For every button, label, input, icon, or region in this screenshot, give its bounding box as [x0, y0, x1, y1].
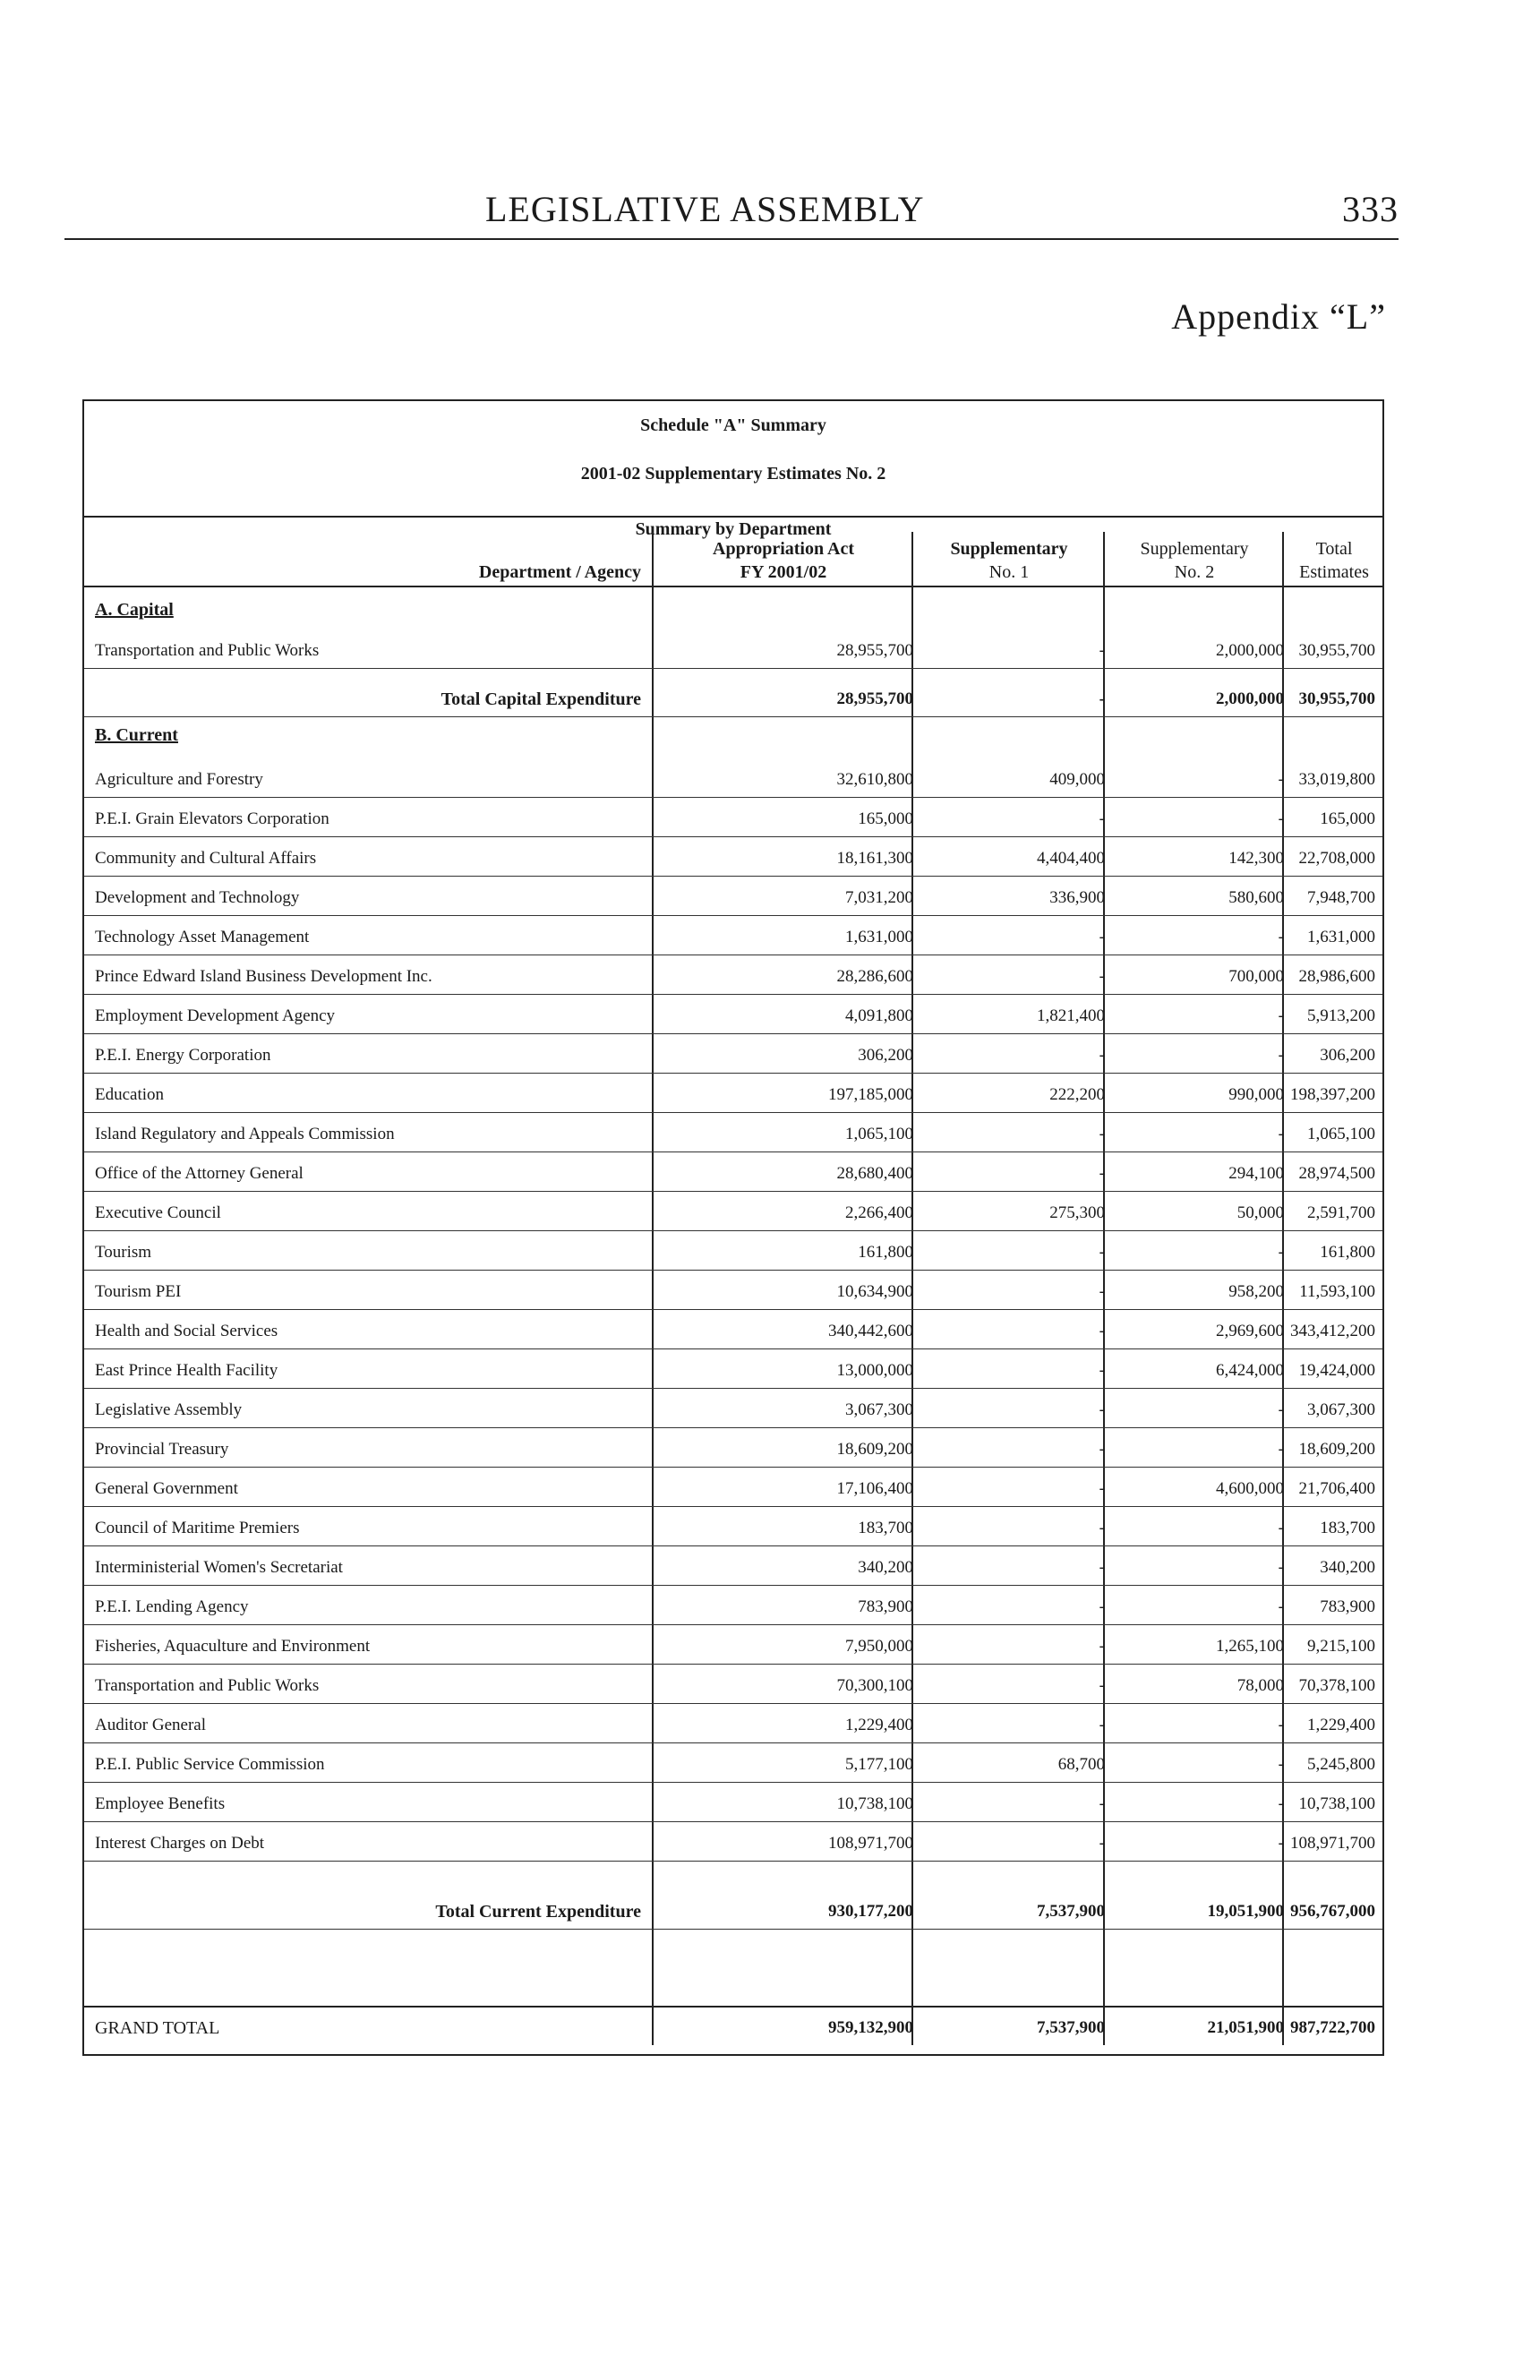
supplementary-2-value: 4,600,000	[1216, 1479, 1284, 1498]
section-heading-current: B. Current	[95, 725, 178, 745]
table-row	[84, 1665, 1382, 1704]
appropriation-value: 183,700	[858, 1519, 913, 1537]
supplementary-1-value: -	[1099, 967, 1105, 986]
appropriation-value: 340,200	[858, 1558, 913, 1577]
column-header-appropriation: Appropriation Act FY 2001/02	[713, 539, 854, 582]
department-name: Transportation and Public Works	[95, 641, 320, 660]
department-name: Fisheries, Aquaculture and Environment	[95, 1637, 371, 1656]
department-name: Development and Technology	[95, 888, 300, 907]
supplementary-1-value: -	[1099, 641, 1105, 660]
appropriation-value: 306,200	[858, 1046, 913, 1065]
total-estimates-value: 28,986,600	[1298, 967, 1375, 986]
supplementary-2-value: 700,000	[1228, 967, 1284, 986]
appropriation-value: 28,286,600	[836, 967, 913, 986]
supplementary-2-value: -	[1278, 1834, 1284, 1853]
table-row	[84, 1429, 1382, 1468]
department-name: Agriculture and Forestry	[95, 770, 263, 789]
total-estimates-value: 2,591,700	[1307, 1203, 1375, 1222]
appropriation-value: 5,177,100	[845, 1755, 913, 1774]
supplementary-1-value: 336,900	[1049, 888, 1105, 907]
total-estimates-value: 11,593,100	[1299, 1282, 1375, 1301]
department-name: Tourism PEI	[95, 1282, 182, 1301]
total-estimates-value: 783,900	[1320, 1597, 1375, 1616]
supplementary-2-value: -	[1278, 1597, 1284, 1616]
supplementary-1-value: -	[1099, 1519, 1105, 1537]
supplementary-2-value: -	[1278, 1125, 1284, 1143]
supplementary-1-value: -	[1099, 1440, 1105, 1459]
appropriation-value: 18,609,200	[836, 1440, 913, 1459]
supplementary-2-value: -	[1278, 1243, 1284, 1262]
supplementary-2-value: -	[1278, 1006, 1284, 1025]
table-row	[84, 1784, 1382, 1822]
total-estimates-value: 22,708,000	[1298, 849, 1375, 868]
appropriation-value: 17,106,400	[836, 1479, 913, 1498]
total-estimates-value: 3,067,300	[1307, 1400, 1375, 1419]
supplementary-1-value: -	[1099, 1637, 1105, 1656]
supplementary-1-value: -	[1099, 1834, 1105, 1853]
total-estimates-value: 306,200	[1320, 1046, 1375, 1065]
total-estimates-value: 1,631,000	[1307, 928, 1375, 946]
total-estimates-value: 21,706,400	[1298, 1479, 1375, 1498]
supplementary-1-value: -	[1099, 1046, 1105, 1065]
table-row	[84, 1547, 1382, 1586]
header-rule	[84, 516, 1382, 518]
appropriation-value: 197,185,000	[828, 1085, 913, 1104]
table-row	[84, 917, 1382, 955]
supplementary-1-value: -	[1099, 1361, 1105, 1380]
supplementary-1-value: -	[1099, 1558, 1105, 1577]
total-estimates-value: 5,913,200	[1307, 1006, 1375, 1025]
total-estimates-value: 343,412,200	[1290, 1322, 1375, 1340]
department-name: Provincial Treasury	[95, 1440, 229, 1459]
table-row	[84, 956, 1382, 995]
supplementary-2-value: -	[1278, 928, 1284, 946]
total-estimates-value: 1,229,400	[1307, 1716, 1375, 1734]
total-appropriation: 930,177,200	[828, 1902, 913, 1921]
table-row	[84, 630, 1382, 669]
total-estimates-value: 340,200	[1320, 1558, 1375, 1577]
column-header-department: Department / Agency	[478, 562, 641, 582]
department-name: Executive Council	[95, 1203, 221, 1222]
department-name: Tourism	[95, 1243, 152, 1262]
department-name: Community and Cultural Affairs	[95, 849, 317, 868]
appropriation-value: 28,955,700	[836, 641, 913, 660]
total-estimates-value: 183,700	[1320, 1519, 1375, 1537]
department-name: Transportation and Public Works	[95, 1676, 320, 1695]
appropriation-value: 28,680,400	[836, 1164, 913, 1183]
table-row	[84, 1468, 1382, 1507]
table-row	[84, 1390, 1382, 1428]
supplementary-1-value: -	[1099, 1676, 1105, 1695]
supplementary-2-value: -	[1278, 1794, 1284, 1813]
total-appropriation: 28,955,700	[836, 689, 913, 708]
supplementary-2-value: -	[1278, 1716, 1284, 1734]
total-supplementary-2: 19,051,900	[1207, 1902, 1284, 1921]
department-name: Council of Maritime Premiers	[95, 1519, 300, 1537]
appropriation-value: 32,610,800	[836, 770, 913, 789]
appropriation-value: 3,067,300	[845, 1400, 913, 1419]
table-row	[84, 838, 1382, 877]
supplementary-1-value: -	[1099, 1282, 1105, 1301]
department-name: P.E.I. Energy Corporation	[95, 1046, 271, 1065]
supplementary-2-value: -	[1278, 809, 1284, 828]
grand-total-estimates: 987,722,700	[1290, 2018, 1375, 2037]
supplementary-2-value: 2,000,000	[1216, 641, 1284, 660]
supplementary-1-value: 275,300	[1049, 1203, 1105, 1222]
supplementary-1-value: -	[1099, 1322, 1105, 1340]
total-estimates-value: 165,000	[1320, 809, 1375, 828]
current-total-row	[84, 1891, 1382, 1930]
appropriation-value: 10,738,100	[836, 1794, 913, 1813]
capital-total-row	[84, 679, 1382, 717]
department-name: Health and Social Services	[95, 1322, 278, 1340]
supplementary-2-value: 958,200	[1228, 1282, 1284, 1301]
supplementary-2-value: 990,000	[1228, 1085, 1284, 1104]
department-name: P.E.I. Grain Elevators Corporation	[95, 809, 329, 828]
schedule-title: Schedule "A" Summary	[640, 415, 826, 435]
table-row	[84, 1035, 1382, 1074]
table-row	[84, 1311, 1382, 1349]
supplementary-1-value: -	[1099, 1164, 1105, 1183]
appropriation-value: 1,631,000	[845, 928, 913, 946]
appropriation-value: 165,000	[858, 809, 913, 828]
supplementary-2-value: 50,000	[1236, 1203, 1284, 1222]
total-estimates: 30,955,700	[1298, 689, 1375, 708]
department-name: General Government	[95, 1479, 238, 1498]
supplementary-2-value: 294,100	[1228, 1164, 1284, 1183]
table-row	[84, 1823, 1382, 1862]
supplementary-1-value: -	[1099, 1794, 1105, 1813]
table-row	[84, 1271, 1382, 1310]
supplementary-2-value: -	[1278, 1755, 1284, 1774]
table-row	[84, 1350, 1382, 1389]
table-row	[84, 1114, 1382, 1152]
supplementary-1-value: 409,000	[1049, 770, 1105, 789]
total-estimates-value: 30,955,700	[1298, 641, 1375, 660]
table-row	[84, 1705, 1382, 1743]
supplementary-1-value: -	[1099, 809, 1105, 828]
total-estimates-value: 10,738,100	[1298, 1794, 1375, 1813]
grand-total-appropriation: 959,132,900	[828, 2018, 913, 2037]
summary-label: Summary by Department	[635, 519, 832, 539]
grand-total-label: GRAND TOTAL	[95, 2018, 220, 2038]
supplementary-1-value: 68,700	[1057, 1755, 1105, 1774]
table-row	[84, 1153, 1382, 1192]
table-row	[84, 1744, 1382, 1783]
appropriation-value: 2,266,400	[845, 1203, 913, 1222]
total-supplementary-1: -	[1099, 689, 1105, 708]
department-name: Legislative Assembly	[95, 1400, 243, 1419]
table-row	[84, 996, 1382, 1034]
column-header-supplementary-1: Supplementary No. 1	[950, 539, 1068, 582]
total-estimates-value: 28,974,500	[1298, 1164, 1375, 1183]
grand-total-row	[84, 2008, 1382, 2046]
schedule-table	[82, 399, 1384, 2056]
supplementary-2-value: -	[1278, 1440, 1284, 1459]
table-row	[84, 1626, 1382, 1665]
department-name: Interministerial Women's Secretariat	[95, 1558, 343, 1577]
appropriation-value: 1,065,100	[845, 1125, 913, 1143]
table-row	[84, 1508, 1382, 1546]
appropriation-value: 13,000,000	[836, 1361, 913, 1380]
department-name: Education	[95, 1085, 165, 1104]
schedule-subtitle: 2001-02 Supplementary Estimates No. 2	[580, 464, 886, 484]
column-header-total: Total Estimates	[1299, 539, 1369, 582]
supplementary-1-value: -	[1099, 1125, 1105, 1143]
supplementary-2-value: -	[1278, 1519, 1284, 1537]
appropriation-value: 108,971,700	[828, 1834, 913, 1853]
supplementary-2-value: -	[1278, 1558, 1284, 1577]
supplementary-2-value: -	[1278, 770, 1284, 789]
supplementary-2-value: 2,969,600	[1216, 1322, 1284, 1340]
total-label: Total Current Expenditure	[435, 1902, 641, 1922]
column-header-rule	[84, 586, 1382, 587]
table-row	[84, 1232, 1382, 1271]
supplementary-1-value: 4,404,400	[1037, 849, 1105, 868]
supplementary-1-value: -	[1099, 1597, 1105, 1616]
table-row	[84, 1074, 1382, 1113]
table-row	[84, 799, 1382, 837]
table-row	[84, 759, 1382, 798]
grand-total-supplementary-2: 21,051,900	[1207, 2018, 1284, 2037]
column-header-supplementary-2: Supplementary No. 2	[1140, 539, 1249, 582]
total-estimates-value: 18,609,200	[1298, 1440, 1375, 1459]
appendix-title: Appendix “L”	[1171, 296, 1386, 337]
total-label: Total Capital Expenditure	[441, 689, 641, 709]
supplementary-1-value: -	[1099, 1479, 1105, 1498]
total-estimates-value: 108,971,700	[1290, 1834, 1375, 1853]
total-estimates-value: 9,215,100	[1307, 1637, 1375, 1656]
total-estimates-value: 19,424,000	[1298, 1361, 1375, 1380]
department-name: Technology Asset Management	[95, 928, 310, 946]
department-name: P.E.I. Lending Agency	[95, 1597, 249, 1616]
total-estimates: 956,767,000	[1290, 1902, 1375, 1921]
total-estimates-value: 198,397,200	[1290, 1085, 1375, 1104]
supplementary-2-value: -	[1278, 1046, 1284, 1065]
supplementary-1-value: 1,821,400	[1037, 1006, 1105, 1025]
supplementary-2-value: 580,600	[1228, 888, 1284, 907]
appropriation-value: 1,229,400	[845, 1716, 913, 1734]
appropriation-value: 10,634,900	[836, 1282, 913, 1301]
department-name: Prince Edward Island Business Development Inc.	[95, 967, 432, 986]
total-supplementary-2: 2,000,000	[1216, 689, 1284, 708]
supplementary-2-value: 6,424,000	[1216, 1361, 1284, 1380]
department-name: Employee Benefits	[95, 1794, 226, 1813]
supplementary-2-value: 142,300	[1228, 849, 1284, 868]
department-name: East Prince Health Facility	[95, 1361, 278, 1380]
section-heading-capital: A. Capital	[95, 600, 174, 620]
supplementary-2-value: 1,265,100	[1216, 1637, 1284, 1656]
table-row	[84, 1193, 1382, 1231]
table-row	[84, 1587, 1382, 1625]
appropriation-value: 7,950,000	[845, 1637, 913, 1656]
department-name: Island Regulatory and Appeals Commission	[95, 1125, 395, 1143]
appropriation-value: 18,161,300	[836, 849, 913, 868]
grand-total-supplementary-1: 7,537,900	[1037, 2018, 1105, 2037]
appropriation-value: 340,442,600	[828, 1322, 913, 1340]
supplementary-2-value: -	[1278, 1400, 1284, 1419]
appropriation-value: 70,300,100	[836, 1676, 913, 1695]
running-head-title: LEGISLATIVE ASSEMBLY	[485, 189, 925, 229]
total-estimates-value: 70,378,100	[1298, 1676, 1375, 1695]
total-estimates-value: 7,948,700	[1307, 888, 1375, 907]
department-name: Employment Development Agency	[95, 1006, 336, 1025]
total-estimates-value: 5,245,800	[1307, 1755, 1375, 1774]
total-estimates-value: 161,800	[1320, 1243, 1375, 1262]
appropriation-value: 783,900	[858, 1597, 913, 1616]
supplementary-1-value: 222,200	[1049, 1085, 1105, 1104]
total-estimates-value: 1,065,100	[1307, 1125, 1375, 1143]
department-name: Interest Charges on Debt	[95, 1834, 265, 1853]
supplementary-1-value: -	[1099, 1243, 1105, 1262]
department-name: Office of the Attorney General	[95, 1164, 304, 1183]
supplementary-1-value: -	[1099, 1716, 1105, 1734]
total-supplementary-1: 7,537,900	[1037, 1902, 1105, 1921]
supplementary-1-value: -	[1099, 928, 1105, 946]
supplementary-2-value: 78,000	[1236, 1676, 1284, 1695]
appropriation-value: 161,800	[858, 1243, 913, 1262]
department-name: Auditor General	[95, 1716, 206, 1734]
running-head	[64, 186, 1399, 240]
page-number: 333	[1342, 189, 1399, 229]
total-estimates-value: 33,019,800	[1298, 770, 1375, 789]
appropriation-value: 7,031,200	[845, 888, 913, 907]
supplementary-1-value: -	[1099, 1400, 1105, 1419]
appropriation-value: 4,091,800	[845, 1006, 913, 1025]
table-row	[84, 878, 1382, 916]
department-name: P.E.I. Public Service Commission	[95, 1755, 325, 1774]
